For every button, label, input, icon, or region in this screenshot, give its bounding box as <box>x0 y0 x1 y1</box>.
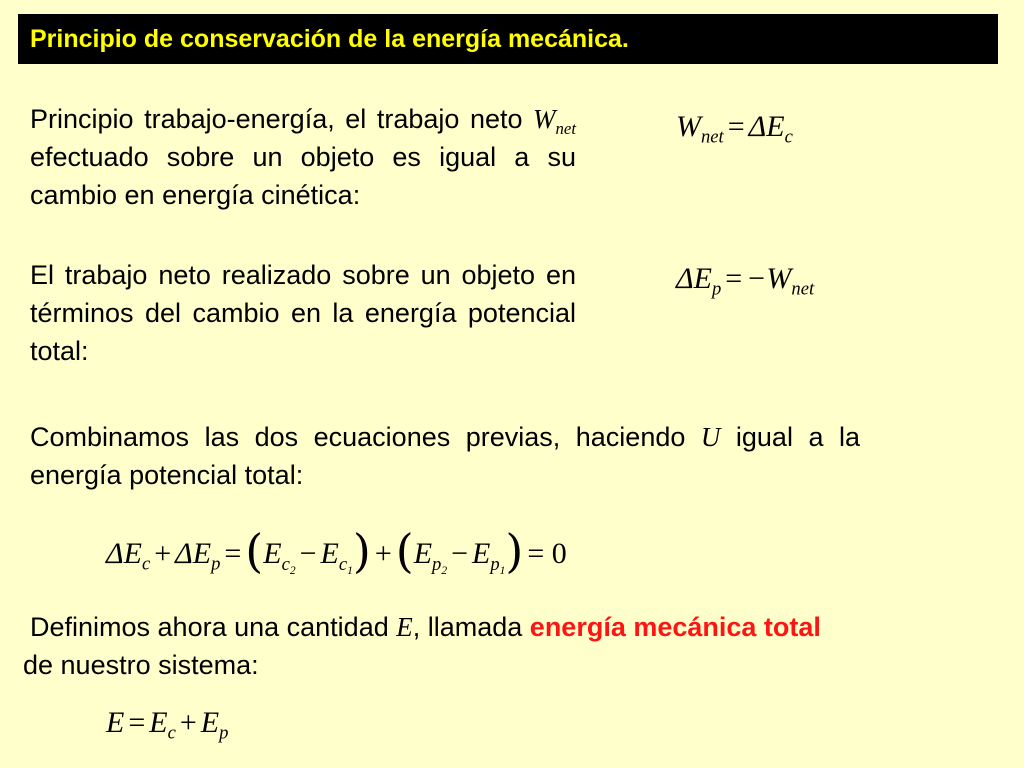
page-title: Principio de conservación de la energía mecánica. <box>30 24 629 53</box>
title-bar <box>18 14 998 64</box>
e-symbol: E <box>396 612 413 642</box>
equation-mechanical-energy: $E = E_c + E_p$ <box>106 706 229 744</box>
equation-work-energy: $W_{net} = \Delta E_c$ <box>676 110 793 148</box>
p1-text-after: efectuado sobre un objeto es igual a su cambio en energía cinética: <box>30 142 576 210</box>
mechanical-energy-paragraph: Definimos ahora una cantidad E, llamada energía mecánica total de nuestro sistema: <box>23 612 821 680</box>
equation-potential-energy: $\Delta E_p = -W_{net}$ <box>676 262 815 300</box>
u-symbol: U <box>700 422 721 452</box>
potential-energy-paragraph: El trabajo neto realizado sobre un objeto en términos del cambio en la energía potencial total: <box>30 260 576 366</box>
p1-text-before: Principio trabajo-energía, el trabajo neto <box>30 104 534 134</box>
combine-paragraph: Combinamos las dos ecuaciones previas, haciendo U igual a la energía potencial total: <box>30 422 860 490</box>
highlight-term: energía mecánica total <box>529 612 821 642</box>
equation-combined: $\Delta E_c + \Delta E_p =(E_{c_2}- E_{c_1}) +(E_{p_2}- E_{p_1}) = 0$ <box>106 524 567 578</box>
work-energy-paragraph <box>30 100 576 214</box>
w-net-symbol: $W_{net}$ <box>533 104 576 138</box>
